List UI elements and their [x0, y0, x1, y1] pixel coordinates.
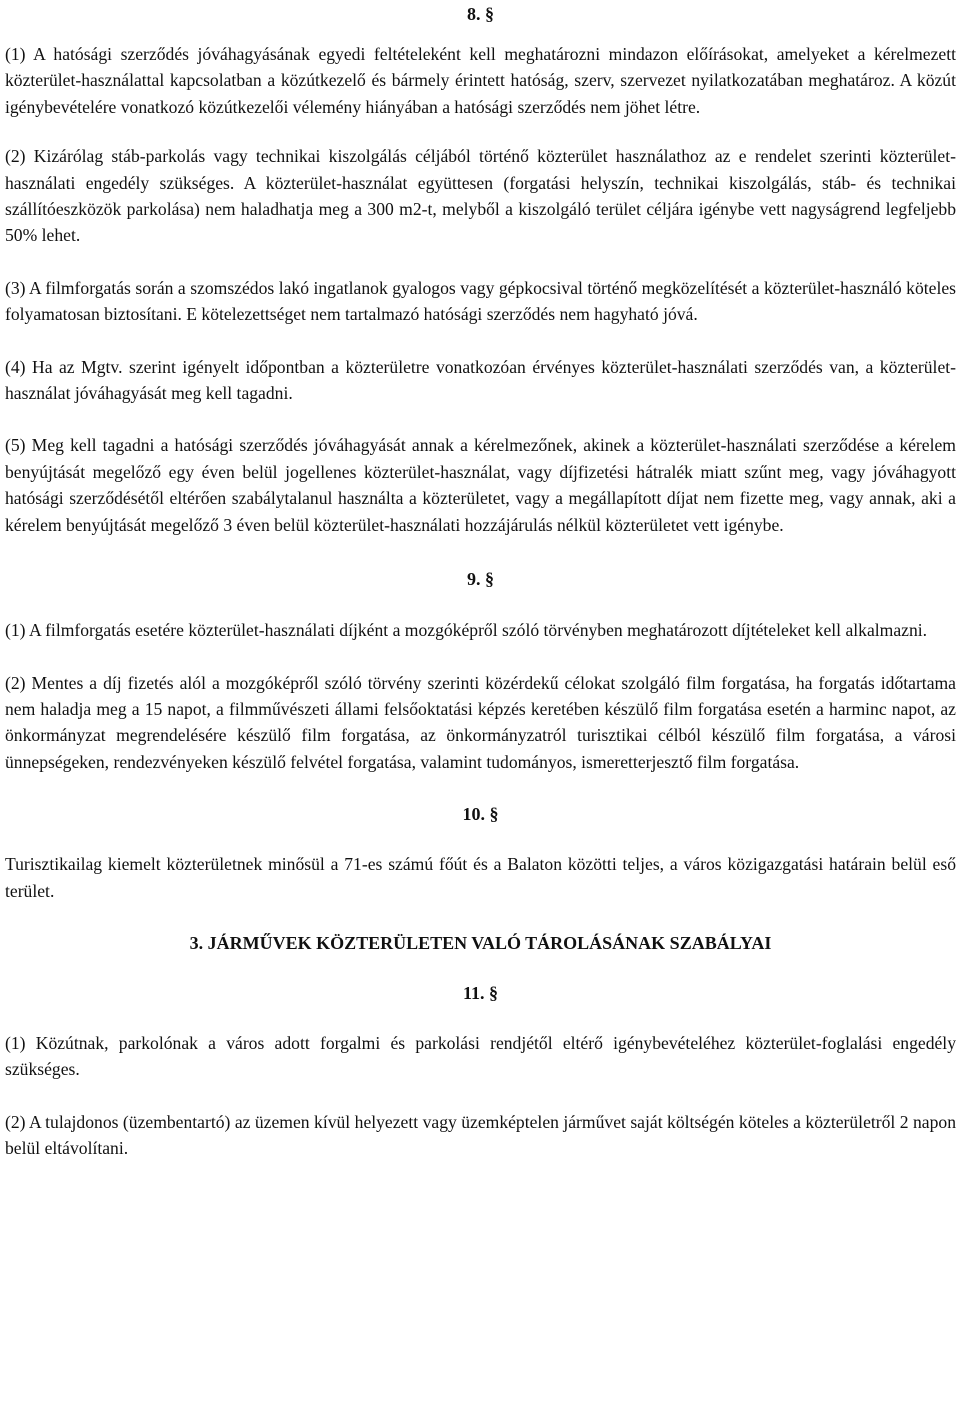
paragraph-9-2: (2) Mentes a díj fizetés alól a mozgóképről szóló törvény szerinti közérdekű célokat szolgáló film forgatása, ha forgatás időtartama nem haladja meg a 15 napot, a filmművészeti állami felsőoktatási képzés keretében készülő film forgatása esetén a harminc napot, az önkormányzat megrendelésére készülő film forgatása, az önkormányzatról turisztikai célból készülő film forgatása, a városi ünnepségeken, rendezvényeken készülő felvétel forgatása, valamint tudományos, ismeretterjesztő film forgatása. — [5, 672, 956, 772]
section-heading-10: 10. § — [462, 804, 499, 825]
section-heading-8: 8. § — [467, 4, 494, 24]
paragraph-8-1: (1) A hatósági szerződés jóváhagyásának egyedi feltételeként kell meghatározni mindazon előírásokat, amelyeket a kérelmezett közterület-használattal kapcsolatban a közútkezelő és bármely érintett hatóság, szerv, szervezet nyilatkozatában meghatároz. A közút igénybevételére vonatkozó közútkezelői vélemény hiányában a hatósági szerződés nem jöhet létre. — [5, 44, 956, 117]
paragraph-8-3: (3) A filmforgatás során a szomszédos lakó ingatlanok gyalogos vagy gépkocsival történő megközelítését a közterület-használó köteles folyamatosan biztosítani. E kötelezettséget nem tartalmazó hatósági szerződés nem hagyható jóvá. — [5, 277, 956, 325]
paragraph-8-5: (5) Meg kell tagadni a hatósági szerződés jóváhagyását annak a kérelmezőnek, akinek a közterület-használati szerződése a kérelem benyújtását megelőző egy éven belül jogellenes közterület-használat, vagy díjfizetési hátralék miatt szűnt meg, vagy jóváhagyott hatósági szerződésétől eltérően szabálytalanul használta a közterületet, vagy a megállapított díjat nem fizette meg, vagy annak, aki a kérelem benyújtását megelőző 3 éven belül közterület-használati hozzájárulás nélkül közterületet vett igénybe. — [5, 435, 956, 535]
document-page — [5, 0, 956, 1162]
section-heading-9: 9. § — [467, 569, 494, 590]
paragraph-11-2: (2) A tulajdonos (üzembentartó) az üzemen kívül helyezett vagy üzemképtelen járművet saját költségén köteles a közterületről 2 napon belül eltávolítani. — [5, 1111, 956, 1159]
paragraph-9-1: (1) A filmforgatás esetére közterület-használati díjként a mozgóképről szóló törvényben meghatározott díjtételeket kell alkalmazni. — [5, 620, 928, 641]
section-heading-11: 11. § — [462, 982, 498, 1003]
paragraph-8-2: (2) Kizárólag stáb-parkolás vagy technikai kiszolgálás céljából történő közterület használathoz az e rendelet szerinti közterület-használati engedély szükséges. A közterület-használat együttesen (forgatási helyszín, technikai kiszolgálás, stáb- és technikai szállítóeszközök parkolása) nem haladhatja meg a 300 m2-t, melyből a kiszolgáló terület céljára igénybe vett nagyságrend legfeljebb 50% lehet. — [5, 146, 956, 246]
chapter-title: 3. JÁRMŰVEK KÖZTERÜLETEN VALÓ TÁROLÁSÁNAK SZABÁLYAI — [189, 932, 772, 953]
paragraph-8-4: (4) Ha az Mgtv. szerint igényelt időpontban a közterületre vonatkozóan érvényes közterület-használati szerződés van, a közterület-használat jóváhagyását meg kell tagadni. — [5, 356, 956, 404]
paragraph-11-1: (1) Közútnak, parkolónak a város adott forgalmi és parkolási rendjétől eltérő igénybevételéhez közterület-foglalási engedély szükséges. — [5, 1032, 956, 1080]
paragraph-10-1: Turisztikailag kiemelt közterületnek minősül a 71-es számú főút és a Balaton közötti teljes, a város közigazgatási határain belül eső terület. — [5, 854, 956, 901]
